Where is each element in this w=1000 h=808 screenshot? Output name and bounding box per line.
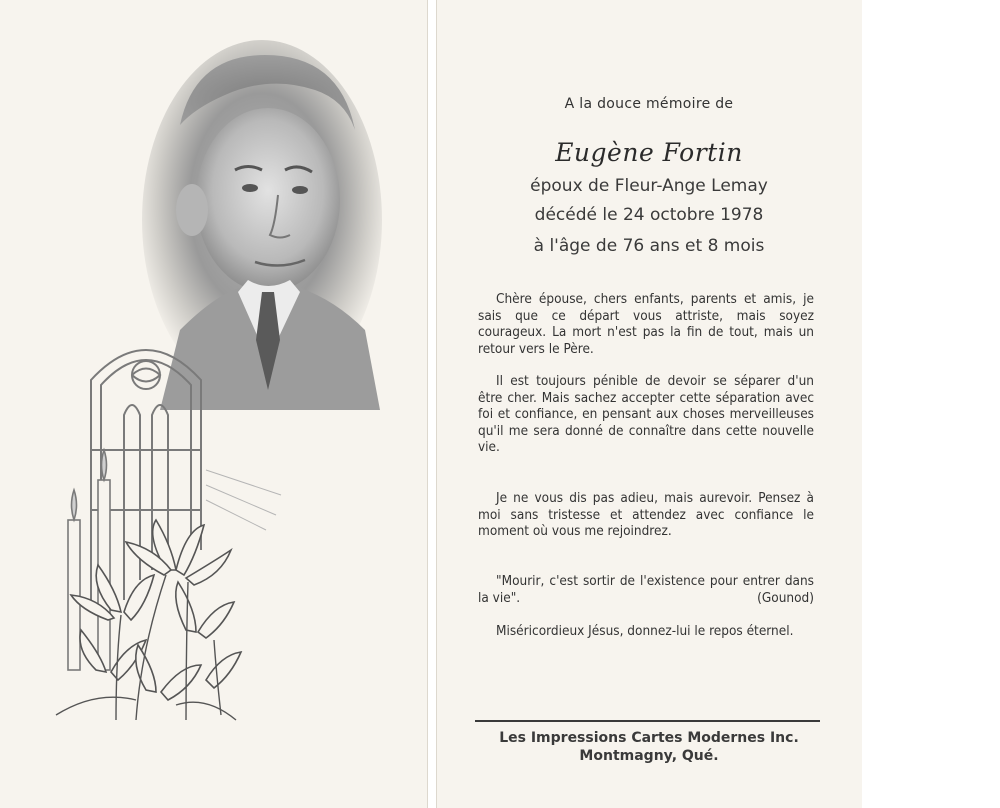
paragraph-aurevoir: Je ne vous dis pas adieu, mais aurevoir. Pensez à moi sans tristesse et attendez avec confiance le moment où vous me rejoindrez. <box>478 490 814 539</box>
age-line: à l'âge de 76 ans et 8 mois <box>533 236 765 256</box>
intro-line: A la douce mémoire de <box>564 96 734 112</box>
paragraph-separation: Il est toujours pénible de devoir se séparer d'un être cher. Mais sachez accepter cette séparation avec foi et confiance, en pensant aux choses merveilleuses qu'il me sera donné de connaître dans cette nouvelle vie. <box>478 373 814 455</box>
paragraph-farewell: Chère épouse, chers enfants, parents et amis, je sais que ce départ vous attriste, mais soyez courageux. La mort n'est pas la fin de tout, mais un retour vers le Père. <box>478 291 814 357</box>
quote-text: "Mourir, c'est sortir de l'existence pour entrer dans la vie". <box>478 573 814 606</box>
printer-name: Les Impressions Cartes Modernes Inc. <box>499 730 799 746</box>
church-window-lilies-illustration <box>36 320 286 740</box>
card-left-panel <box>0 0 428 808</box>
divider-rule <box>475 720 820 722</box>
spouse-line: époux de Fleur-Ange Lemay <box>530 176 768 196</box>
death-date-line: décédé le 24 octobre 1978 <box>534 205 764 225</box>
printer-city: Montmagny, Qué. <box>579 748 719 764</box>
quote-paragraph <box>478 573 814 606</box>
deceased-name: Eugène Fortin <box>555 138 743 167</box>
quote-attribution: (Gounod) <box>757 589 814 606</box>
prayer-paragraph: Miséricordieux Jésus, donnez-lui le repos éternel. <box>496 623 794 639</box>
